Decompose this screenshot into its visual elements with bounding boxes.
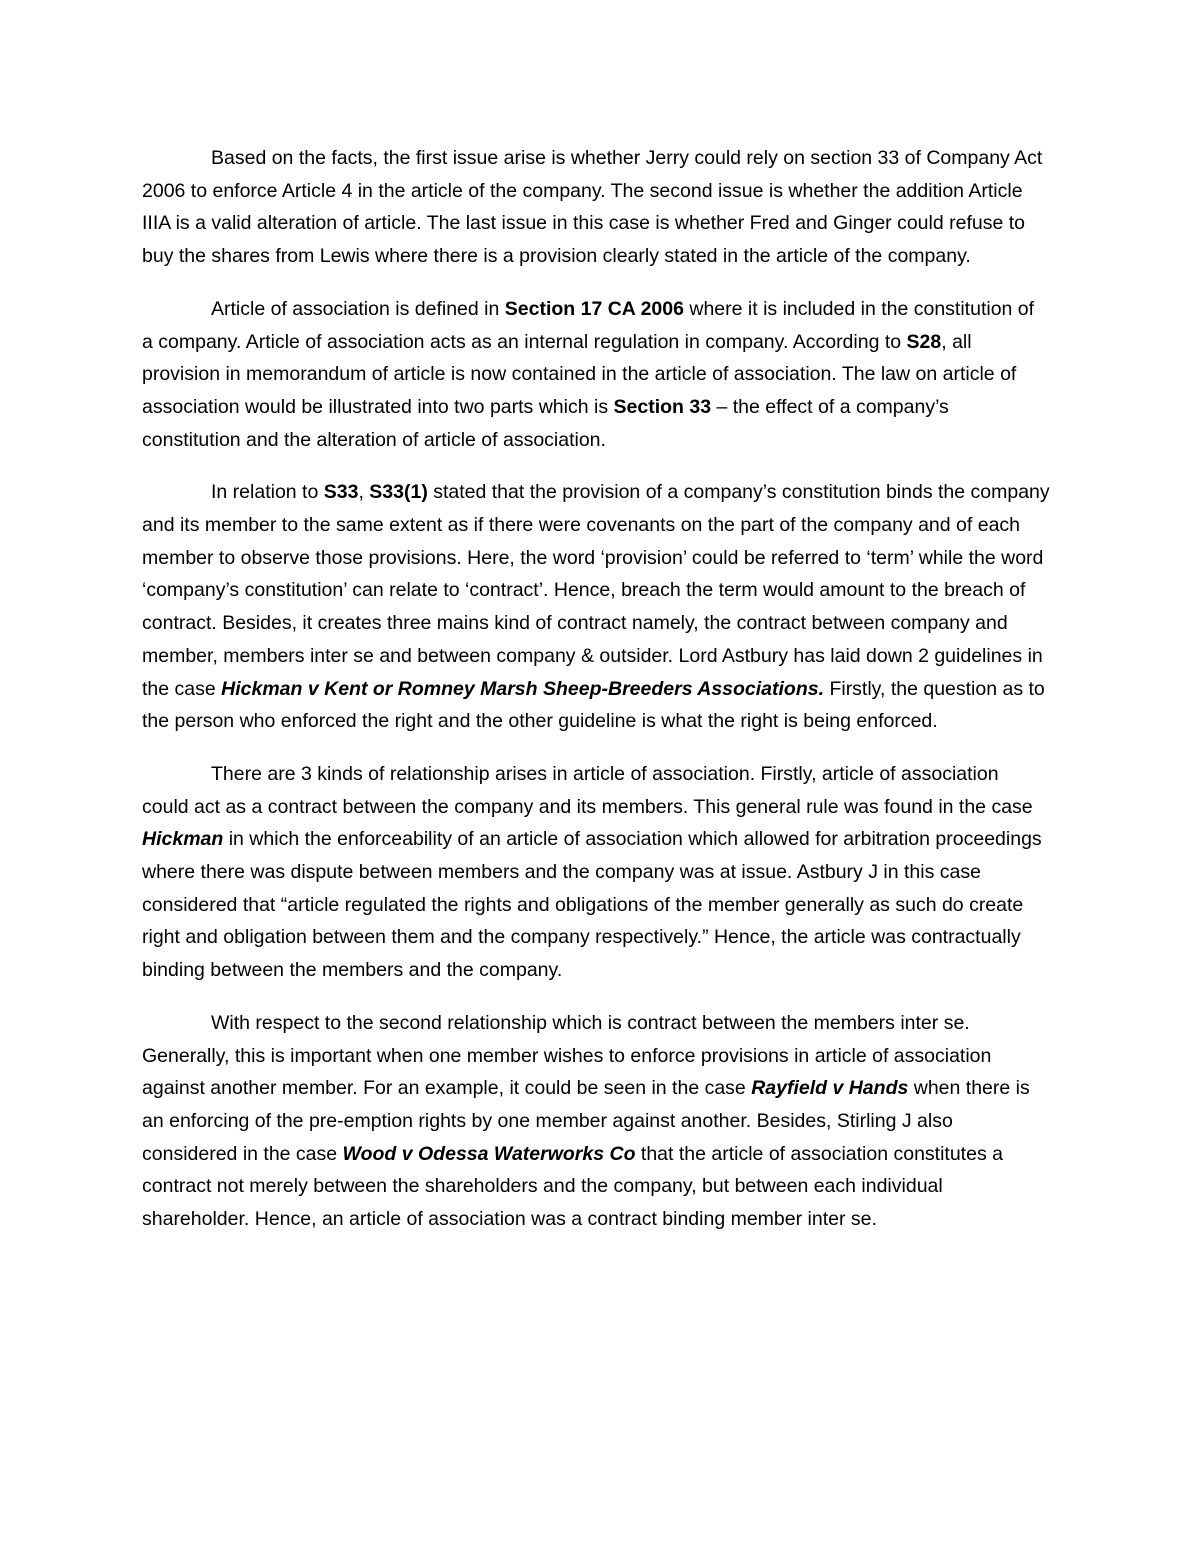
text-run: when there is an enforcing of the pre-emption rights by one member against another. Besides, Stirling J also considered in the case bbox=[142, 1077, 1030, 1165]
paragraph-members-inter-se bbox=[142, 1007, 1050, 1236]
statute-reference: S33 bbox=[323, 481, 359, 504]
statute-reference: Section 33 bbox=[613, 395, 712, 418]
text-run: Article of association is defined in bbox=[211, 297, 505, 320]
paragraph-section-33 bbox=[142, 476, 1050, 738]
paragraph-issues bbox=[142, 142, 1050, 273]
text-run: stated that the provision of a company’s constitution binds the company and its member to the same extent as if there were covenants on the part of the company and of each member to observe those provisions. Here, the word ‘provision’ could be referred to ‘term’ while the word ‘company’s constitution’ can relate to ‘contract’. Hence, breach the term would amount to the breach of contract. Besides, it creates three mains kind of contract namely, the contract between company and member, members inter se and between company & outsider. Lord Astbury has laid down 2 guidelines in the case bbox=[142, 481, 1050, 700]
case-name: Hickman bbox=[142, 828, 224, 851]
text-run: There are 3 kinds of relationship arises in article of association. Firstly, article of association could act as a contract between the company and its members. This general rule was found in the case bbox=[142, 762, 1033, 818]
case-name: Wood v Odessa Waterworks Co bbox=[342, 1142, 636, 1165]
text-run: – the effect of a company’s constitution and the alteration of article of association. bbox=[142, 395, 949, 451]
text-run: In relation to bbox=[211, 481, 324, 504]
statute-reference: S28 bbox=[906, 330, 942, 353]
statute-reference: Section 17 CA 2006 bbox=[504, 297, 684, 320]
text-run: Firstly, the question as to the person who enforced the right and the other guideline is what the right is being enforced. bbox=[142, 677, 1045, 733]
text-run: With respect to the second relationship which is contract between the members inter se. Generally, this is important when one member wishes to enforce provisions in article of association against another member. For an example, it could be seen in the case bbox=[142, 1011, 992, 1100]
statute-reference: S33(1) bbox=[369, 481, 428, 504]
text-run: Based on the facts, the first issue arise is whether Jerry could rely on section 33 of Company Act 2006 to enforce Article 4 in the article of the company. The second issue is whether the addition Article IIIA is a valid alteration of article. The last issue in this case is whether Fred and Ginger could refuse to buy the shares from Lewis where there is a provision clearly stated in the article of the company. bbox=[142, 147, 1043, 268]
text-run: where it is included in the constitution of a company. Article of association acts as an internal regulation in company. According to bbox=[142, 297, 1035, 353]
document-body bbox=[142, 142, 1050, 1256]
case-name: Rayfield v Hands bbox=[751, 1077, 909, 1100]
text-run: that the article of association constitutes a contract not merely between the shareholders and the company, but between each individual shareholder. Hence, an article of association was a contract binding member inter se. bbox=[142, 1142, 1003, 1231]
text-run: in which the enforceability of an article of association which allowed for arbitration proceedings where there was dispute between members and the company was at issue. Astbury J in this case considered that “article regulated the rights and obligations of the member generally as such do create right and obligation between them and the company respectively.” Hence, the article was contractually binding between the members and the company. bbox=[142, 828, 1042, 982]
text-run: , bbox=[358, 481, 370, 504]
case-name: Hickman v Kent or Romney Marsh Sheep-Breeders Associations. bbox=[221, 677, 825, 700]
paragraph-article-definition bbox=[142, 293, 1050, 457]
text-run: , all provision in memorandum of article is now contained in the article of association. The law on article of association would be illustrated into two parts which is bbox=[142, 330, 1017, 418]
paragraph-company-members bbox=[142, 758, 1050, 987]
